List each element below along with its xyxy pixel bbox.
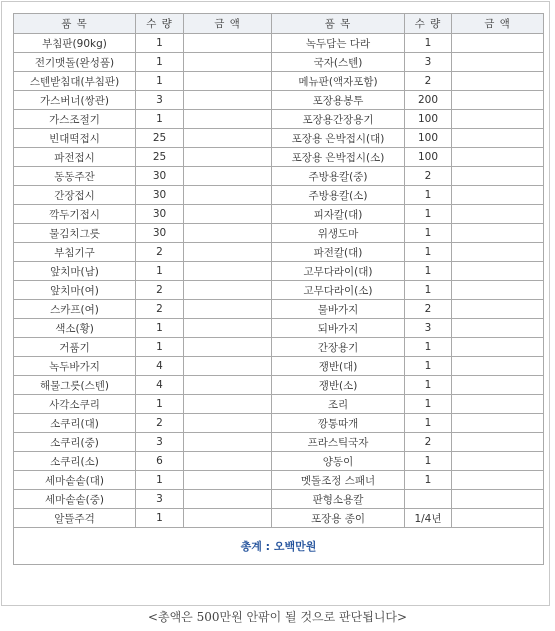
table-row bbox=[14, 34, 544, 53]
cell-item-name: 고무다라이(대) bbox=[272, 262, 405, 281]
table-row bbox=[14, 129, 544, 148]
cell-amount bbox=[184, 53, 272, 72]
cell-amount bbox=[452, 91, 544, 110]
cell-quantity: 1 bbox=[405, 186, 452, 205]
table-row bbox=[14, 53, 544, 72]
cell-item-name: 소쿠리(중) bbox=[14, 433, 136, 452]
cell-item-name: 파전접시 bbox=[14, 148, 136, 167]
cell-amount bbox=[452, 414, 544, 433]
cell-amount bbox=[452, 338, 544, 357]
cell-amount bbox=[184, 167, 272, 186]
cell-item-name: 색소(황) bbox=[14, 319, 136, 338]
table-row bbox=[14, 224, 544, 243]
cell-amount bbox=[184, 471, 272, 490]
cell-quantity: 3 bbox=[136, 91, 184, 110]
cell-quantity: 25 bbox=[136, 148, 184, 167]
cell-quantity: 2 bbox=[136, 414, 184, 433]
cell-item-name: 깍두기접시 bbox=[14, 205, 136, 224]
cell-item-name: 고무다라이(소) bbox=[272, 281, 405, 300]
table-row bbox=[14, 452, 544, 471]
cell-item-name: 소쿠리(소) bbox=[14, 452, 136, 471]
total-label: 총계 : 오백만원 bbox=[14, 528, 544, 565]
cell-item-name: 피자칼(대) bbox=[272, 205, 405, 224]
cell-item-name: 포장용 은박접시(대) bbox=[272, 129, 405, 148]
table-row bbox=[14, 490, 544, 509]
table-body bbox=[14, 34, 544, 528]
table-row bbox=[14, 110, 544, 129]
cell-item-name: 빈대떡접시 bbox=[14, 129, 136, 148]
cell-amount bbox=[452, 319, 544, 338]
cell-amount bbox=[184, 34, 272, 53]
cell-item-name: 사각소쿠리 bbox=[14, 395, 136, 414]
cell-item-name: 녹두담는 다라 bbox=[272, 34, 405, 53]
header-quantity: 수 량 bbox=[405, 14, 452, 34]
document-frame bbox=[1, 1, 550, 606]
table-row bbox=[14, 243, 544, 262]
table-row bbox=[14, 205, 544, 224]
cell-amount bbox=[184, 110, 272, 129]
cell-quantity: 1 bbox=[136, 72, 184, 91]
cell-item-name: 주방용칼(중) bbox=[272, 167, 405, 186]
table-row bbox=[14, 509, 544, 528]
cell-item-name: 포장용간장용기 bbox=[272, 110, 405, 129]
cell-quantity: 1 bbox=[405, 395, 452, 414]
cell-quantity: 30 bbox=[136, 186, 184, 205]
cell-quantity: 1 bbox=[405, 243, 452, 262]
cell-amount bbox=[452, 357, 544, 376]
table-row bbox=[14, 148, 544, 167]
cell-amount bbox=[184, 300, 272, 319]
cell-amount bbox=[184, 414, 272, 433]
cell-amount bbox=[184, 433, 272, 452]
header-item-name: 품 목 bbox=[272, 14, 405, 34]
table-row bbox=[14, 433, 544, 452]
equipment-table bbox=[13, 13, 544, 565]
cell-item-name: 가스버너(쌍관) bbox=[14, 91, 136, 110]
cell-quantity: 1 bbox=[405, 414, 452, 433]
cell-quantity: 1 bbox=[136, 338, 184, 357]
cell-quantity: 1 bbox=[136, 319, 184, 338]
cell-amount bbox=[452, 110, 544, 129]
cell-item-name: 판형소용칼 bbox=[272, 490, 405, 509]
cell-quantity: 1 bbox=[405, 262, 452, 281]
cell-item-name: 쟁반(소) bbox=[272, 376, 405, 395]
cell-item-name: 깡통따개 bbox=[272, 414, 405, 433]
cell-item-name: 포장용 은박접시(소) bbox=[272, 148, 405, 167]
cell-amount bbox=[452, 490, 544, 509]
cell-quantity: 1 bbox=[136, 395, 184, 414]
cell-amount bbox=[184, 224, 272, 243]
cell-item-name: 부침판(90kg) bbox=[14, 34, 136, 53]
cell-amount bbox=[452, 262, 544, 281]
cell-quantity: 1 bbox=[405, 452, 452, 471]
cell-item-name: 가스조절기 bbox=[14, 110, 136, 129]
cell-item-name: 프라스틱국자 bbox=[272, 433, 405, 452]
cell-quantity: 1 bbox=[136, 471, 184, 490]
table-row bbox=[14, 262, 544, 281]
table-row bbox=[14, 167, 544, 186]
total-row bbox=[14, 528, 544, 565]
table-header-row bbox=[14, 14, 544, 34]
cell-quantity: 3 bbox=[136, 490, 184, 509]
cell-item-name: 앞치마(남) bbox=[14, 262, 136, 281]
cell-quantity: 30 bbox=[136, 205, 184, 224]
cell-quantity: 2 bbox=[405, 433, 452, 452]
cell-quantity: 1 bbox=[405, 34, 452, 53]
cell-amount bbox=[184, 338, 272, 357]
cell-quantity: 2 bbox=[136, 281, 184, 300]
table-row bbox=[14, 72, 544, 91]
cell-quantity: 2 bbox=[405, 72, 452, 91]
cell-item-name: 멧돌조정 스패너 bbox=[272, 471, 405, 490]
cell-amount bbox=[184, 91, 272, 110]
cell-amount bbox=[452, 34, 544, 53]
cell-quantity: 1 bbox=[136, 34, 184, 53]
cell-quantity: 30 bbox=[136, 224, 184, 243]
cell-quantity: 2 bbox=[136, 243, 184, 262]
cell-item-name: 스텐받침대(부침판) bbox=[14, 72, 136, 91]
table-row bbox=[14, 395, 544, 414]
cell-amount bbox=[452, 300, 544, 319]
cell-amount bbox=[452, 395, 544, 414]
cell-amount bbox=[452, 376, 544, 395]
table-row bbox=[14, 319, 544, 338]
cell-item-name: 조리 bbox=[272, 395, 405, 414]
cell-quantity: 200 bbox=[405, 91, 452, 110]
cell-item-name: 간장용기 bbox=[272, 338, 405, 357]
cell-item-name: 앞치마(여) bbox=[14, 281, 136, 300]
cell-quantity: 3 bbox=[405, 319, 452, 338]
cell-quantity: 1 bbox=[405, 357, 452, 376]
cell-item-name: 메뉴판(액자포함) bbox=[272, 72, 405, 91]
cell-amount bbox=[452, 281, 544, 300]
cell-quantity: 100 bbox=[405, 110, 452, 129]
cell-amount bbox=[184, 129, 272, 148]
cell-item-name: 부침기구 bbox=[14, 243, 136, 262]
table-row bbox=[14, 300, 544, 319]
cell-amount bbox=[184, 262, 272, 281]
cell-amount bbox=[184, 319, 272, 338]
header-amount: 금 액 bbox=[452, 14, 544, 34]
cell-item-name: 양동이 bbox=[272, 452, 405, 471]
cell-item-name: 해물그릇(스텐) bbox=[14, 376, 136, 395]
cell-quantity: 100 bbox=[405, 129, 452, 148]
caption: <총액은 500만원 안팎이 될 것으로 판단됩니다> bbox=[147, 610, 408, 624]
cell-item-name: 동동주잔 bbox=[14, 167, 136, 186]
cell-amount bbox=[452, 72, 544, 91]
cell-amount bbox=[452, 243, 544, 262]
cell-quantity: 1/4년 bbox=[405, 509, 452, 528]
cell-quantity: 1 bbox=[136, 53, 184, 72]
cell-item-name: 주방용칼(소) bbox=[272, 186, 405, 205]
cell-quantity: 3 bbox=[136, 433, 184, 452]
cell-quantity: 1 bbox=[405, 376, 452, 395]
cell-item-name: 세마솥솥(대) bbox=[14, 471, 136, 490]
cell-item-name: 되바가지 bbox=[272, 319, 405, 338]
cell-quantity: 1 bbox=[405, 281, 452, 300]
cell-item-name: 전기맷돌(완성품) bbox=[14, 53, 136, 72]
cell-quantity: 4 bbox=[136, 376, 184, 395]
cell-item-name: 파전칼(대) bbox=[272, 243, 405, 262]
table-row bbox=[14, 414, 544, 433]
cell-quantity: 100 bbox=[405, 148, 452, 167]
cell-amount bbox=[452, 509, 544, 528]
cell-item-name: 스카프(여) bbox=[14, 300, 136, 319]
cell-quantity bbox=[405, 490, 452, 509]
cell-item-name: 소쿠리(대) bbox=[14, 414, 136, 433]
cell-item-name: 국자(스텐) bbox=[272, 53, 405, 72]
cell-amount bbox=[184, 72, 272, 91]
cell-item-name: 포장용봉투 bbox=[272, 91, 405, 110]
cell-quantity: 4 bbox=[136, 357, 184, 376]
cell-quantity: 2 bbox=[405, 300, 452, 319]
cell-amount bbox=[452, 452, 544, 471]
cell-item-name: 포장용 종이 bbox=[272, 509, 405, 528]
cell-amount bbox=[184, 395, 272, 414]
cell-quantity: 1 bbox=[136, 509, 184, 528]
header-item-name: 품 목 bbox=[14, 14, 136, 34]
table-row bbox=[14, 471, 544, 490]
table-row bbox=[14, 186, 544, 205]
cell-amount bbox=[452, 433, 544, 452]
cell-amount bbox=[452, 148, 544, 167]
cell-amount bbox=[184, 148, 272, 167]
cell-quantity: 6 bbox=[136, 452, 184, 471]
cell-quantity: 1 bbox=[405, 205, 452, 224]
cell-amount bbox=[452, 224, 544, 243]
cell-item-name: 세마솥솥(중) bbox=[14, 490, 136, 509]
table-row bbox=[14, 357, 544, 376]
table-row bbox=[14, 338, 544, 357]
cell-amount bbox=[184, 509, 272, 528]
cell-amount bbox=[452, 471, 544, 490]
cell-quantity: 2 bbox=[405, 167, 452, 186]
cell-item-name: 알뜰주걱 bbox=[14, 509, 136, 528]
cell-amount bbox=[184, 452, 272, 471]
cell-quantity: 25 bbox=[136, 129, 184, 148]
cell-amount bbox=[184, 490, 272, 509]
cell-quantity: 1 bbox=[405, 471, 452, 490]
cell-amount bbox=[184, 357, 272, 376]
cell-amount bbox=[452, 129, 544, 148]
header-quantity: 수 량 bbox=[136, 14, 184, 34]
cell-quantity: 1 bbox=[136, 262, 184, 281]
cell-item-name: 위생도마 bbox=[272, 224, 405, 243]
table-row bbox=[14, 376, 544, 395]
cell-amount bbox=[452, 186, 544, 205]
cell-quantity: 1 bbox=[136, 110, 184, 129]
cell-amount bbox=[184, 205, 272, 224]
cell-item-name: 녹두바가지 bbox=[14, 357, 136, 376]
cell-quantity: 3 bbox=[405, 53, 452, 72]
cell-quantity: 1 bbox=[405, 224, 452, 243]
table-row bbox=[14, 281, 544, 300]
cell-quantity: 2 bbox=[136, 300, 184, 319]
cell-amount bbox=[452, 205, 544, 224]
cell-amount bbox=[452, 167, 544, 186]
cell-amount bbox=[184, 376, 272, 395]
cell-item-name: 물바가지 bbox=[272, 300, 405, 319]
cell-item-name: 물김치그릇 bbox=[14, 224, 136, 243]
cell-amount bbox=[184, 186, 272, 205]
cell-quantity: 30 bbox=[136, 167, 184, 186]
cell-item-name: 거품기 bbox=[14, 338, 136, 357]
table-row bbox=[14, 91, 544, 110]
cell-amount bbox=[452, 53, 544, 72]
cell-amount bbox=[184, 243, 272, 262]
cell-item-name: 쟁반(대) bbox=[272, 357, 405, 376]
cell-amount bbox=[184, 281, 272, 300]
header-amount: 금 액 bbox=[184, 14, 272, 34]
cell-item-name: 간장접시 bbox=[14, 186, 136, 205]
cell-quantity: 1 bbox=[405, 338, 452, 357]
